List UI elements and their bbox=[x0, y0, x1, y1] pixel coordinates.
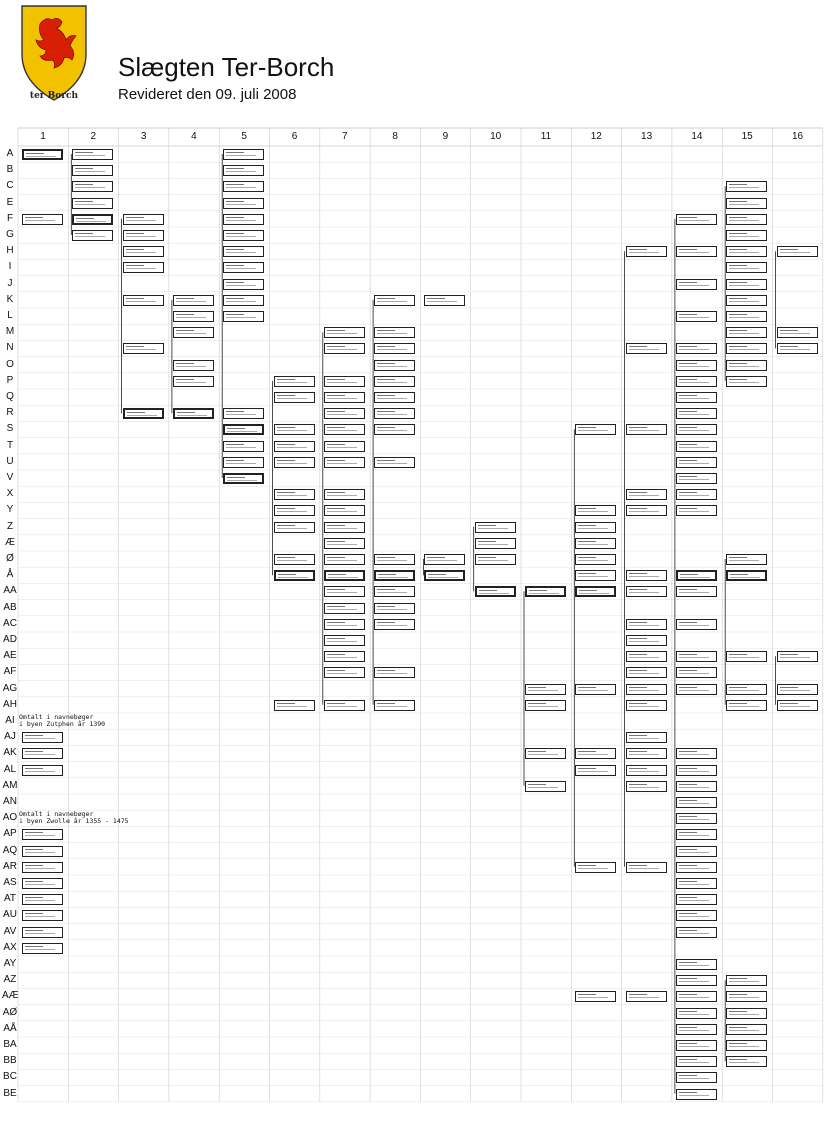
row-label: AQ bbox=[2, 844, 18, 856]
person-box[interactable] bbox=[676, 619, 717, 630]
person-box[interactable] bbox=[72, 214, 113, 225]
person-box[interactable] bbox=[726, 360, 767, 371]
person-box[interactable] bbox=[726, 1040, 767, 1051]
svg-text:ter Borch: ter Borch bbox=[29, 91, 79, 101]
row-label: Ø bbox=[6, 553, 14, 564]
person-box[interactable] bbox=[374, 408, 415, 419]
person-box[interactable] bbox=[676, 991, 717, 1002]
person-box[interactable] bbox=[676, 473, 717, 484]
person-box[interactable] bbox=[223, 457, 264, 468]
person-box[interactable] bbox=[72, 165, 113, 176]
person-box[interactable] bbox=[22, 748, 63, 759]
person-box[interactable] bbox=[676, 651, 717, 662]
person-box[interactable] bbox=[324, 489, 365, 500]
person-box[interactable] bbox=[72, 198, 113, 209]
person-box[interactable] bbox=[626, 765, 667, 776]
person-box[interactable] bbox=[575, 586, 616, 597]
person-box[interactable] bbox=[324, 505, 365, 516]
person-box[interactable] bbox=[274, 424, 315, 435]
person-box[interactable] bbox=[626, 684, 667, 695]
person-box[interactable] bbox=[777, 343, 818, 354]
column-header: 11 bbox=[540, 131, 552, 142]
person-box[interactable] bbox=[676, 441, 717, 452]
person-box[interactable] bbox=[726, 181, 767, 192]
person-box[interactable] bbox=[424, 570, 465, 581]
row-label: AJ bbox=[4, 731, 16, 743]
person-box[interactable] bbox=[223, 424, 264, 435]
row-label: BC bbox=[3, 1071, 17, 1083]
person-box[interactable] bbox=[726, 343, 767, 354]
person-box[interactable] bbox=[726, 1024, 767, 1035]
person-box[interactable] bbox=[324, 635, 365, 646]
person-box[interactable] bbox=[676, 1089, 717, 1100]
person-box[interactable] bbox=[223, 262, 264, 273]
person-box[interactable] bbox=[324, 603, 365, 614]
row-label: Å bbox=[6, 569, 14, 581]
origin-note: i byen Zwolle år 1355 - 1475 bbox=[19, 817, 129, 826]
person-box[interactable] bbox=[223, 149, 264, 160]
person-box[interactable] bbox=[374, 360, 415, 371]
person-box[interactable] bbox=[676, 894, 717, 905]
row-label: A bbox=[6, 148, 14, 159]
person-box[interactable] bbox=[173, 376, 214, 387]
row-label: AA bbox=[3, 585, 17, 597]
row-label: AN bbox=[3, 796, 17, 807]
row-label: AY bbox=[3, 958, 17, 969]
person-box[interactable] bbox=[223, 198, 264, 209]
person-box[interactable] bbox=[324, 424, 365, 435]
person-box[interactable] bbox=[525, 586, 566, 597]
row-label: AS bbox=[3, 877, 17, 888]
person-box[interactable] bbox=[274, 570, 315, 581]
row-label: U bbox=[6, 455, 14, 467]
row-label: F bbox=[6, 212, 14, 224]
person-box[interactable] bbox=[626, 700, 667, 711]
person-box[interactable] bbox=[676, 748, 717, 759]
person-box[interactable] bbox=[676, 813, 717, 824]
person-box[interactable] bbox=[22, 732, 63, 743]
row-label: Æ bbox=[5, 536, 15, 548]
person-box[interactable] bbox=[676, 246, 717, 257]
person-box[interactable] bbox=[374, 700, 415, 711]
person-box[interactable] bbox=[123, 246, 164, 257]
person-box[interactable] bbox=[374, 586, 415, 597]
person-box[interactable] bbox=[324, 343, 365, 354]
column-header: 10 bbox=[490, 131, 502, 142]
person-box[interactable] bbox=[676, 376, 717, 387]
column-header: 12 bbox=[590, 131, 602, 142]
person-box[interactable] bbox=[676, 214, 717, 225]
person-box[interactable] bbox=[223, 181, 264, 192]
row-label: AR bbox=[3, 860, 17, 872]
person-box[interactable] bbox=[374, 295, 415, 306]
column-header: 2 bbox=[90, 131, 97, 142]
person-box[interactable] bbox=[676, 781, 717, 792]
row-label: BA bbox=[3, 1039, 17, 1050]
person-box[interactable] bbox=[223, 246, 264, 257]
person-box[interactable] bbox=[626, 246, 667, 257]
person-box[interactable] bbox=[626, 505, 667, 516]
row-label: I bbox=[8, 261, 12, 273]
origin-note: i byen Zutphen år 1390 bbox=[19, 720, 106, 728]
person-box[interactable] bbox=[676, 910, 717, 921]
row-label: AO bbox=[2, 812, 18, 824]
person-box[interactable] bbox=[324, 441, 365, 452]
row-label: AK bbox=[3, 747, 17, 759]
person-box[interactable] bbox=[274, 376, 315, 387]
person-box[interactable] bbox=[676, 505, 717, 516]
person-box[interactable] bbox=[676, 408, 717, 419]
person-box[interactable] bbox=[274, 700, 315, 711]
person-box[interactable] bbox=[575, 538, 616, 549]
row-label: T bbox=[6, 439, 14, 451]
column-header: 16 bbox=[791, 131, 804, 142]
person-box[interactable] bbox=[223, 311, 264, 322]
person-box[interactable] bbox=[726, 327, 767, 338]
person-box[interactable] bbox=[72, 181, 113, 192]
person-box[interactable] bbox=[173, 408, 214, 419]
column-header: 6 bbox=[291, 131, 298, 142]
row-label: B bbox=[6, 164, 14, 176]
person-box[interactable] bbox=[575, 684, 616, 695]
person-box[interactable] bbox=[676, 829, 717, 840]
column-header: 3 bbox=[140, 131, 147, 142]
person-box[interactable] bbox=[223, 473, 264, 484]
row-label: N bbox=[6, 342, 14, 354]
origin-note: Omtalt i navnebøger bbox=[19, 713, 94, 721]
origin-note: Omtalt i navnebøger bbox=[19, 810, 94, 819]
person-box[interactable] bbox=[726, 295, 767, 306]
person-box[interactable] bbox=[575, 991, 616, 1002]
row-label: X bbox=[6, 488, 14, 500]
person-box[interactable] bbox=[22, 149, 63, 160]
person-box[interactable] bbox=[726, 975, 767, 986]
person-box[interactable] bbox=[274, 505, 315, 516]
person-box[interactable] bbox=[676, 765, 717, 776]
person-box[interactable] bbox=[324, 586, 365, 597]
person-box[interactable] bbox=[726, 684, 767, 695]
person-box[interactable] bbox=[123, 295, 164, 306]
person-box[interactable] bbox=[676, 1024, 717, 1035]
person-box[interactable] bbox=[626, 343, 667, 354]
column-header: 13 bbox=[641, 131, 653, 142]
person-box[interactable] bbox=[324, 522, 365, 533]
person-box[interactable] bbox=[626, 667, 667, 678]
person-box[interactable] bbox=[626, 489, 667, 500]
row-label: S bbox=[6, 423, 14, 435]
person-box[interactable] bbox=[676, 457, 717, 468]
row-label: V bbox=[6, 472, 14, 483]
person-box[interactable] bbox=[223, 214, 264, 225]
row-label: AG bbox=[2, 682, 18, 694]
person-box[interactable] bbox=[676, 1056, 717, 1067]
row-label: K bbox=[6, 293, 14, 305]
person-box[interactable] bbox=[324, 392, 365, 403]
person-box[interactable] bbox=[22, 846, 63, 857]
person-box[interactable] bbox=[525, 684, 566, 695]
person-box[interactable] bbox=[676, 424, 717, 435]
person-box[interactable] bbox=[726, 700, 767, 711]
person-box[interactable] bbox=[374, 667, 415, 678]
column-header: 9 bbox=[442, 131, 449, 142]
row-label: AÅ bbox=[3, 1022, 17, 1034]
row-label: AP bbox=[3, 828, 17, 840]
person-box[interactable] bbox=[324, 667, 365, 678]
person-box[interactable] bbox=[22, 214, 63, 225]
row-label: AH bbox=[3, 698, 17, 710]
person-box[interactable] bbox=[726, 198, 767, 209]
person-box[interactable] bbox=[626, 991, 667, 1002]
person-box[interactable] bbox=[626, 424, 667, 435]
row-label: Q bbox=[6, 391, 14, 402]
column-header: 14 bbox=[691, 131, 703, 142]
person-box[interactable] bbox=[676, 959, 717, 970]
person-box[interactable] bbox=[777, 684, 818, 695]
row-label: P bbox=[6, 374, 14, 386]
person-box[interactable] bbox=[173, 295, 214, 306]
person-box[interactable] bbox=[726, 311, 767, 322]
person-box[interactable] bbox=[475, 538, 516, 549]
person-box[interactable] bbox=[173, 311, 214, 322]
person-box[interactable] bbox=[575, 862, 616, 873]
row-label: G bbox=[6, 229, 14, 240]
person-box[interactable] bbox=[726, 262, 767, 273]
row-label: R bbox=[6, 407, 14, 419]
person-box[interactable] bbox=[324, 700, 365, 711]
person-box[interactable] bbox=[123, 343, 164, 354]
person-box[interactable] bbox=[575, 748, 616, 759]
row-label: AM bbox=[2, 779, 18, 791]
person-box[interactable] bbox=[626, 781, 667, 792]
person-box[interactable] bbox=[777, 327, 818, 338]
person-box[interactable] bbox=[22, 765, 63, 776]
row-label: AT bbox=[3, 893, 17, 905]
person-box[interactable] bbox=[676, 878, 717, 889]
person-box[interactable] bbox=[223, 165, 264, 176]
person-box[interactable] bbox=[374, 424, 415, 435]
person-box[interactable] bbox=[626, 619, 667, 630]
person-box[interactable] bbox=[22, 927, 63, 938]
person-box[interactable] bbox=[374, 554, 415, 565]
person-box[interactable] bbox=[374, 603, 415, 614]
person-box[interactable] bbox=[22, 829, 63, 840]
person-box[interactable] bbox=[676, 343, 717, 354]
person-box[interactable] bbox=[274, 522, 315, 533]
row-label: BE bbox=[3, 1087, 17, 1099]
person-box[interactable] bbox=[626, 862, 667, 873]
row-label: O bbox=[6, 358, 14, 370]
row-label: AC bbox=[3, 617, 17, 629]
person-box[interactable] bbox=[626, 570, 667, 581]
person-box[interactable] bbox=[374, 327, 415, 338]
person-box[interactable] bbox=[575, 554, 616, 565]
row-label: AB bbox=[3, 601, 17, 613]
person-box[interactable] bbox=[324, 538, 365, 549]
person-box[interactable] bbox=[676, 975, 717, 986]
person-box[interactable] bbox=[123, 230, 164, 241]
person-box[interactable] bbox=[22, 943, 63, 954]
column-header: 5 bbox=[241, 131, 247, 142]
person-box[interactable] bbox=[22, 862, 63, 873]
column-header: 8 bbox=[392, 131, 398, 142]
person-box[interactable] bbox=[274, 554, 315, 565]
row-label: AZ bbox=[3, 974, 17, 986]
person-box[interactable] bbox=[324, 619, 365, 630]
person-box[interactable] bbox=[626, 732, 667, 743]
person-box[interactable] bbox=[726, 214, 767, 225]
person-box[interactable] bbox=[676, 489, 717, 500]
person-box[interactable] bbox=[274, 457, 315, 468]
person-box[interactable] bbox=[72, 230, 113, 241]
person-box[interactable] bbox=[173, 327, 214, 338]
person-box[interactable] bbox=[676, 570, 717, 581]
person-box[interactable] bbox=[676, 684, 717, 695]
page-title: Slægten Ter-Borch bbox=[118, 52, 335, 82]
person-box[interactable] bbox=[676, 797, 717, 808]
person-box[interactable] bbox=[726, 554, 767, 565]
person-box[interactable] bbox=[525, 700, 566, 711]
person-box[interactable] bbox=[676, 862, 717, 873]
person-box[interactable] bbox=[324, 327, 365, 338]
person-box[interactable] bbox=[475, 522, 516, 533]
person-box[interactable] bbox=[22, 894, 63, 905]
row-label: BB bbox=[3, 1055, 17, 1067]
person-box[interactable] bbox=[123, 262, 164, 273]
person-box[interactable] bbox=[726, 1008, 767, 1019]
person-box[interactable] bbox=[726, 376, 767, 387]
person-box[interactable] bbox=[223, 295, 264, 306]
person-box[interactable] bbox=[777, 651, 818, 662]
person-box[interactable] bbox=[676, 311, 717, 322]
person-box[interactable] bbox=[274, 441, 315, 452]
person-box[interactable] bbox=[676, 586, 717, 597]
person-box[interactable] bbox=[676, 667, 717, 678]
person-box[interactable] bbox=[123, 408, 164, 419]
person-box[interactable] bbox=[223, 408, 264, 419]
person-box[interactable] bbox=[324, 376, 365, 387]
person-box[interactable] bbox=[72, 149, 113, 160]
row-label: AD bbox=[3, 634, 17, 645]
person-box[interactable] bbox=[374, 619, 415, 630]
row-label: M bbox=[5, 326, 15, 338]
person-box[interactable] bbox=[676, 279, 717, 290]
person-box[interactable] bbox=[676, 846, 717, 857]
row-label: Y bbox=[6, 504, 14, 516]
person-box[interactable] bbox=[324, 554, 365, 565]
person-box[interactable] bbox=[424, 295, 465, 306]
person-box[interactable] bbox=[726, 651, 767, 662]
column-header: 7 bbox=[342, 131, 348, 142]
row-label: AU bbox=[3, 909, 17, 921]
person-box[interactable] bbox=[374, 570, 415, 581]
column-header: 15 bbox=[741, 131, 753, 142]
row-label: AØ bbox=[2, 1006, 18, 1018]
person-box[interactable] bbox=[525, 781, 566, 792]
row-label: C bbox=[6, 180, 14, 192]
person-box[interactable] bbox=[324, 408, 365, 419]
person-box[interactable] bbox=[374, 457, 415, 468]
person-box[interactable] bbox=[726, 246, 767, 257]
person-box[interactable] bbox=[374, 392, 415, 403]
person-box[interactable] bbox=[173, 360, 214, 371]
row-label: AL bbox=[3, 763, 17, 775]
row-label: Z bbox=[6, 520, 14, 532]
person-box[interactable] bbox=[726, 991, 767, 1002]
person-box[interactable] bbox=[475, 586, 516, 597]
person-box[interactable] bbox=[676, 360, 717, 371]
person-box[interactable] bbox=[324, 570, 365, 581]
row-label: E bbox=[6, 196, 14, 208]
person-box[interactable] bbox=[726, 279, 767, 290]
person-box[interactable] bbox=[676, 927, 717, 938]
row-label: L bbox=[7, 310, 13, 321]
person-box[interactable] bbox=[22, 878, 63, 889]
person-box[interactable] bbox=[374, 376, 415, 387]
column-header: 1 bbox=[40, 131, 46, 142]
person-box[interactable] bbox=[626, 748, 667, 759]
person-box[interactable] bbox=[575, 522, 616, 533]
person-box[interactable] bbox=[777, 246, 818, 257]
person-box[interactable] bbox=[475, 554, 516, 565]
row-label: AÆ bbox=[2, 990, 19, 1002]
row-label: AI bbox=[5, 715, 15, 726]
person-box[interactable] bbox=[374, 343, 415, 354]
revision-date: Revideret den 09. juli 2008 bbox=[118, 86, 297, 103]
person-box[interactable] bbox=[726, 1056, 767, 1067]
person-box[interactable] bbox=[424, 554, 465, 565]
person-box[interactable] bbox=[223, 441, 264, 452]
person-box[interactable] bbox=[626, 586, 667, 597]
person-box[interactable] bbox=[274, 489, 315, 500]
person-box[interactable] bbox=[676, 1008, 717, 1019]
person-box[interactable] bbox=[223, 230, 264, 241]
person-box[interactable] bbox=[22, 910, 63, 921]
row-label: H bbox=[6, 245, 14, 257]
person-box[interactable] bbox=[324, 457, 365, 468]
row-label: J bbox=[7, 277, 13, 289]
person-box[interactable] bbox=[676, 1072, 717, 1083]
person-box[interactable] bbox=[575, 505, 616, 516]
person-box[interactable] bbox=[726, 570, 767, 581]
row-label: AE bbox=[3, 650, 17, 662]
person-box[interactable] bbox=[575, 765, 616, 776]
person-box[interactable] bbox=[274, 392, 315, 403]
person-box[interactable] bbox=[123, 214, 164, 225]
person-box[interactable] bbox=[777, 700, 818, 711]
row-label: AX bbox=[3, 941, 17, 953]
person-box[interactable] bbox=[626, 635, 667, 646]
person-box[interactable] bbox=[525, 748, 566, 759]
person-box[interactable] bbox=[676, 392, 717, 403]
person-box[interactable] bbox=[626, 651, 667, 662]
person-box[interactable] bbox=[324, 651, 365, 662]
person-box[interactable] bbox=[575, 424, 616, 435]
person-box[interactable] bbox=[726, 230, 767, 241]
person-box[interactable] bbox=[223, 279, 264, 290]
person-box[interactable] bbox=[575, 570, 616, 581]
row-label: AV bbox=[3, 925, 17, 937]
column-header: 4 bbox=[191, 131, 197, 142]
row-label: AF bbox=[3, 666, 17, 678]
person-box[interactable] bbox=[676, 1040, 717, 1051]
